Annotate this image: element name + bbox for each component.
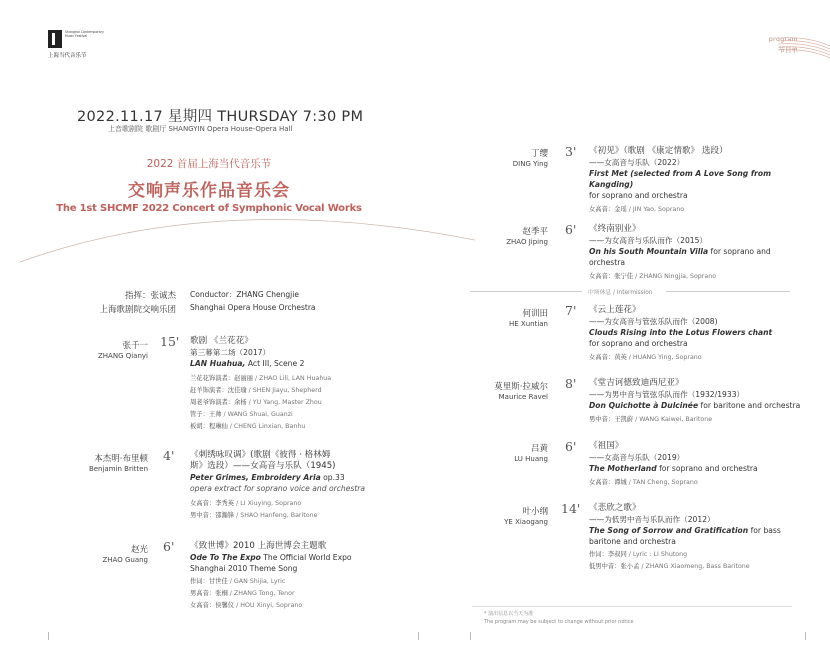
work-title-en: Don Quichotte à Dulcinée bbox=[589, 401, 699, 410]
work-title-en: Clouds Rising into the Lotus Flowers chant bbox=[589, 328, 773, 337]
work-title-cn: 《云上莲花》 bbox=[589, 305, 641, 315]
conductor-cn: 指挥：张诚杰 bbox=[124, 291, 176, 301]
performer-en: / CHENG Linxian, Banhu bbox=[227, 423, 306, 430]
performer-cn: 男高音：张桐 bbox=[190, 590, 228, 597]
composer-block bbox=[60, 339, 148, 360]
performer-cn: 男中音：王凯蔚 bbox=[589, 416, 634, 423]
performer-cn: 管子：王帅 bbox=[190, 411, 222, 418]
performer-cn: 男中音：邵瀚锋 bbox=[190, 512, 235, 519]
orchestra-cn: 上海歌剧院交响乐团 bbox=[99, 305, 176, 315]
duration: 8' bbox=[565, 376, 577, 391]
work-title-cn: 《祖国》 bbox=[589, 441, 624, 451]
performer-en: / ZHANG Tong, Tenor bbox=[227, 590, 295, 597]
work-entry bbox=[589, 378, 809, 426]
work-title-cn: 《堂吉诃德致迪西尼亚》 bbox=[589, 378, 684, 388]
work-title-cn: 《刺绣咏叹调》(歌剧《彼得 · 格林姆 bbox=[190, 450, 331, 460]
composer-name-cn: 丁缨 bbox=[530, 149, 548, 159]
duration: 14' bbox=[561, 501, 581, 516]
footer-note bbox=[484, 610, 634, 626]
performer-cn: 低男中音：张小孟 bbox=[589, 563, 640, 570]
work-title-en: Ode To The Expo bbox=[190, 553, 261, 562]
composer-name-cn: 赵光 bbox=[130, 545, 148, 555]
composer-name-en: HE Xuntian bbox=[509, 320, 548, 328]
footer-note-cn: * 演出信息以当天为准 bbox=[484, 611, 534, 617]
composer-block bbox=[60, 452, 148, 473]
composer-name-en: ZHANG Qianyi bbox=[97, 352, 148, 360]
performer-cn: 作词：李叔同 bbox=[589, 551, 627, 558]
composer-name-en: ZHAO Guang bbox=[102, 556, 148, 564]
work-title-en: Peter Grimes, Embroidery Aria bbox=[190, 473, 321, 482]
work-subtitle-cn: ——女高音与乐队（2019） bbox=[589, 453, 685, 462]
performer-cn: 赶羊饰演者：沈佳瑜 bbox=[190, 387, 247, 394]
fold-mark bbox=[418, 632, 419, 640]
decorative-arc bbox=[0, 200, 475, 280]
festival-logo bbox=[48, 30, 108, 60]
performer-en: / ZHANG Xiaomeng, Bass Baritone bbox=[639, 563, 750, 570]
work-title-en-rest: op.33 bbox=[320, 473, 345, 482]
work-title-en-rest: Act III, Scene 2 bbox=[245, 359, 305, 368]
composer-name-en: ZHAO Jiping bbox=[506, 238, 548, 246]
concert-title-cn: 交响声乐作品音乐会 bbox=[128, 181, 290, 201]
performer-cn: 女高音：侯馨仪 bbox=[190, 602, 235, 609]
composer-block bbox=[460, 505, 548, 526]
performer-cn: 女高音：谭城 bbox=[589, 479, 627, 486]
performer-cn: 作词：甘世佳 bbox=[190, 578, 228, 585]
composer-name-en: Maurice Ravel bbox=[498, 393, 548, 401]
work-entry bbox=[589, 146, 809, 216]
work-entry bbox=[589, 305, 809, 364]
duration: 6' bbox=[565, 222, 577, 237]
fold-mark bbox=[805, 632, 806, 640]
composer-block bbox=[460, 147, 548, 168]
work-title-cn: 歌剧 《兰花花》 bbox=[190, 336, 253, 346]
fold-mark bbox=[48, 632, 49, 640]
performer-cn: 周老爷饰演者：余杨 bbox=[190, 399, 247, 406]
work-entry bbox=[190, 450, 420, 522]
duration: 4' bbox=[163, 448, 175, 463]
work-title-en: On his South Mountain Villa bbox=[589, 247, 709, 256]
work-entry bbox=[190, 336, 420, 433]
festival-name: 2022 首届上海当代音乐节 bbox=[146, 158, 272, 170]
performer-cn: 女高音：金瑶 bbox=[589, 206, 627, 213]
orchestra-en: Shanghai Opera House Orchestra bbox=[190, 303, 316, 312]
performer-en: / HUANG Ying, Soprano bbox=[626, 354, 702, 361]
duration: 15' bbox=[160, 334, 180, 349]
concert-venue: 上音歌剧院 歌剧厅 SHANGYIN Opera House-Opera Hall bbox=[108, 125, 293, 133]
logo-mark-icon bbox=[48, 30, 62, 48]
work-subtitle-cn: ——为女高音与管弦乐队而作（2008) bbox=[589, 317, 718, 326]
logo-text-en: Shanghai Contemporary Music Festival bbox=[65, 30, 104, 38]
composer-name-en: Benjamin Britten bbox=[88, 465, 148, 473]
footer-note-en: The program may be subject to change without prior notice bbox=[484, 619, 634, 625]
work-title-cn: 《初见》（歌剧 《康定情歌》 选段） bbox=[589, 146, 728, 156]
concert-title-en: The 1st SHCMF 2022 Concert of Symphonic Vocal Works bbox=[56, 203, 362, 214]
performer-cn: 女高音：李秀英 bbox=[190, 500, 235, 507]
work-subtitle-cn: ——为男中音与管弦乐队而作（1932/1933） bbox=[589, 390, 745, 399]
duration: 6' bbox=[163, 539, 175, 554]
composer-block bbox=[60, 543, 148, 564]
corner-decoration-icon bbox=[778, 28, 830, 62]
work-subtitle-cn: ——女高音与乐队（2022） bbox=[589, 158, 685, 167]
composer-name-cn: 张千一 bbox=[122, 341, 148, 351]
work-title-en-rest: for soprano and orchestra bbox=[589, 247, 771, 267]
composer-name-en: YE Xiaogang bbox=[504, 518, 548, 526]
composer-name-cn: 莫里斯·拉威尔 bbox=[494, 382, 548, 392]
work-title-en-rest: for bass bbox=[748, 526, 781, 535]
composer-block bbox=[460, 225, 548, 246]
performer-en: / SHEN Jiayu, Shepherd bbox=[246, 387, 322, 394]
work-title-en-2: baritone and orchestra bbox=[589, 537, 676, 546]
composer-block bbox=[460, 380, 548, 401]
work-subtitle-cn: ——为女高音与乐队而作（2015） bbox=[589, 236, 708, 245]
composer-name-cn: 吕黄 bbox=[530, 444, 548, 454]
work-description-en: opera extract for soprano voice and orchestra bbox=[190, 484, 366, 493]
composer-name-cn: 何训田 bbox=[522, 309, 548, 319]
composer-name-cn: 赵季平 bbox=[522, 227, 548, 237]
intermission-line-right bbox=[666, 291, 790, 292]
performer-en: / GAN Shijia, Lyric bbox=[227, 578, 286, 585]
work-subtitle-cn: 第三幕第二场（2017） bbox=[190, 348, 271, 357]
work-title-cn: 《致世博》2010 上海世博会主题歌 bbox=[190, 541, 327, 551]
performer-en: / WANG Kaiwei, Baritone bbox=[633, 416, 713, 423]
performer-en: / YU Yang, Master Zhou bbox=[246, 399, 322, 406]
performer-cn: 板胡：程琳仙 bbox=[190, 423, 228, 430]
work-title-cn: 《终南别业》 bbox=[589, 224, 641, 234]
performer-en: / LI Xiuying, Soprano bbox=[234, 500, 302, 507]
intermission-divider bbox=[470, 287, 790, 295]
composer-block bbox=[460, 307, 548, 328]
composer-block bbox=[460, 442, 548, 463]
work-entry bbox=[589, 441, 809, 489]
duration: 6' bbox=[565, 439, 577, 454]
work-title-en-2: for soprano and orchestra bbox=[589, 191, 688, 200]
work-title-cn: 《悲欣之歌》 bbox=[589, 503, 641, 513]
performer-en: / SHAO Hanfeng, Baritone bbox=[234, 512, 318, 519]
work-title-cn-2: 斯》选段）——女高音与乐队（1945) bbox=[190, 461, 336, 471]
work-title-en-rest: The Official World Expo bbox=[260, 553, 352, 562]
performer-cn: 女高音：黄英 bbox=[589, 354, 627, 361]
conductor-en: Conductor：ZHANG Chengjie bbox=[190, 290, 299, 299]
work-title-en-2: for soprano and orchestra bbox=[589, 339, 688, 348]
performer-cn: 兰花花饰演者：赵丽丽 bbox=[190, 375, 253, 382]
fold-mark bbox=[470, 632, 471, 640]
logo-text-cn: 上海当代音乐节 bbox=[48, 53, 87, 59]
work-title-en: First Met (selected from A Love Song from Kangding) bbox=[589, 169, 772, 189]
intermission-line-left bbox=[470, 291, 582, 292]
performer-en: / TAN Cheng, Soprano bbox=[626, 479, 698, 486]
program-label-en: program bbox=[768, 36, 798, 43]
work-title-en-2: Shanghai 2010 Theme Song bbox=[190, 564, 298, 573]
performer-cn: 女高音：张宁佳 bbox=[589, 273, 634, 280]
composer-name-cn: 本杰明·布里顿 bbox=[94, 454, 148, 464]
duration: 3' bbox=[565, 144, 577, 159]
performer-en: / ZHANG Ningjia, Soprano bbox=[633, 273, 717, 280]
composer-name-en: LU Huang bbox=[514, 455, 548, 463]
composer-name-cn: 叶小纲 bbox=[522, 507, 548, 517]
work-title-en-rest: for soprano and orchestra bbox=[656, 464, 758, 473]
work-subtitle-cn: ——为低男中音与乐队而作（2012） bbox=[589, 515, 715, 524]
work-entry bbox=[589, 503, 809, 573]
performer-en: / WANG Shuai, Guanzi bbox=[221, 411, 293, 418]
composer-name-en: DING Ying bbox=[512, 160, 548, 168]
work-title-en: LAN Huahua, bbox=[190, 359, 246, 368]
performer-en: / JIN Yao, Soprano bbox=[626, 206, 685, 213]
work-title-en-rest: for baritone and orchestra bbox=[698, 401, 801, 410]
footer-divider bbox=[472, 606, 792, 607]
intermission-label: 中场休息 / Intermission bbox=[588, 290, 653, 296]
concert-date: 2022.11.17 星期四 THURSDAY 7:30 PM bbox=[77, 109, 364, 125]
performer-en: / ZHAO Lili, LAN Huahua bbox=[252, 375, 332, 382]
work-entry bbox=[190, 541, 420, 612]
work-entry bbox=[589, 224, 809, 283]
work-title-en: The Motherland bbox=[589, 464, 657, 473]
performer-en: / HOU Xinyi, Soprano bbox=[234, 602, 303, 609]
program-label-cn: 节目单 bbox=[778, 46, 798, 54]
duration: 7' bbox=[565, 303, 577, 318]
work-title-en: The Song of Sorrow and Gratification bbox=[589, 526, 749, 535]
performer-en: / Lyric : LI Shutong bbox=[626, 551, 688, 558]
